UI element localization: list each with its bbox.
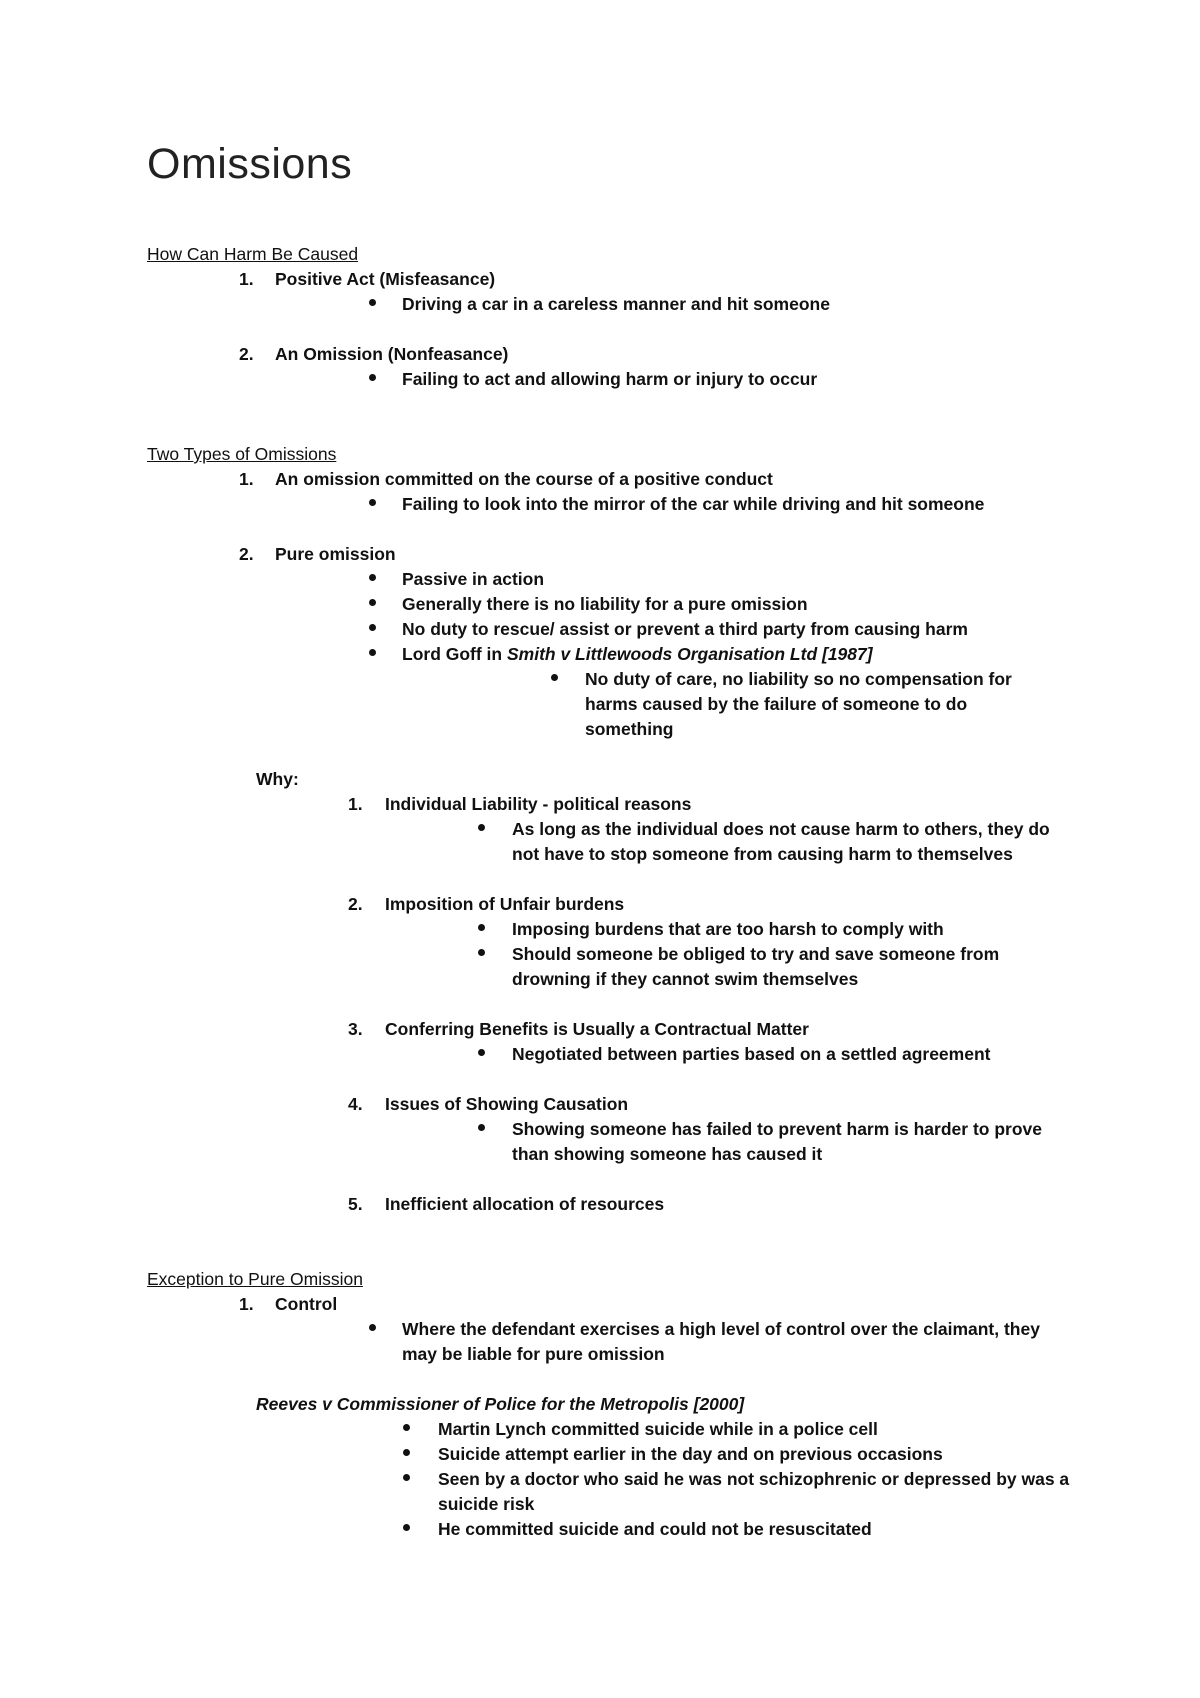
bullet-icon — [369, 599, 376, 606]
list-number: 3. — [348, 1019, 363, 1039]
bullet-text: Negotiated between parties based on a settled agreement — [512, 1044, 991, 1064]
bullet-icon — [369, 499, 376, 506]
list-number: 2. — [239, 344, 254, 364]
list-number: 4. — [348, 1094, 363, 1114]
list-item-label: Control — [275, 1294, 338, 1314]
bullet-icon — [369, 299, 376, 306]
list-item-label: Pure omission — [275, 544, 396, 564]
bullet-text: Failing to act and allowing harm or injury to occur — [402, 369, 818, 389]
list-item-label: Imposition of Unfair burdens — [385, 894, 625, 914]
list-number: 2. — [348, 894, 363, 914]
why-label: Why: — [256, 769, 299, 789]
list-item-label: Individual Liability - political reasons — [385, 794, 692, 814]
list-number: 1. — [239, 269, 254, 289]
bullet-text: Passive in action — [402, 569, 545, 589]
list-number: 1. — [239, 469, 254, 489]
bullet-icon — [478, 1049, 485, 1056]
bullet-text: Martin Lynch committed suicide while in a police cell — [438, 1419, 878, 1439]
bullet-icon — [369, 374, 376, 381]
page-title: Omissions — [147, 140, 353, 188]
section-heading-harm: How Can Harm Be Caused — [147, 244, 359, 264]
bullet-text: Driving a car in a careless manner and hit someone — [402, 294, 830, 314]
bullet-icon — [403, 1424, 410, 1431]
case-title: Reeves v Commissioner of Police for the Metropolis [2000] — [256, 1394, 745, 1414]
bullet-text: Failing to look into the mirror of the car while driving and hit someone — [402, 494, 985, 514]
bullet-text: No duty to rescue/ assist or prevent a third party from causing harm — [402, 619, 968, 639]
list-number: 1. — [239, 1294, 254, 1314]
list-number: 5. — [348, 1194, 363, 1214]
bullet-icon — [478, 1124, 485, 1131]
bullet-text: No duty of care, no liability so no compensation for — [585, 669, 1012, 689]
bullet-icon — [369, 574, 376, 581]
bullet-text-cont: drowning if they cannot swim themselves — [512, 969, 859, 989]
bullet-text-cont: may be liable for pure omission — [402, 1344, 665, 1364]
bullet-icon — [403, 1449, 410, 1456]
bullet-text-cont: harms caused by the failure of someone to do — [585, 694, 968, 714]
goff-prefix: Lord Goff in — [402, 644, 507, 664]
bullet-text-cont: not have to stop someone from causing harm to themselves — [512, 844, 1013, 864]
bullet-text-goff — [402, 642, 873, 666]
list-number: 1. — [348, 794, 363, 814]
list-number: 2. — [239, 544, 254, 564]
bullet-text: Showing someone has failed to prevent harm is harder to prove — [512, 1119, 1042, 1139]
bullet-icon — [369, 624, 376, 631]
list-item-label: An Omission (Nonfeasance) — [275, 344, 509, 364]
list-item-label: Conferring Benefits is Usually a Contractual Matter — [385, 1019, 809, 1039]
bullet-icon — [369, 649, 376, 656]
case-citation: Smith v Littlewoods Organisation Ltd [1987] — [506, 644, 873, 664]
bullet-text: Seen by a doctor who said he was not schizophrenic or depressed by was a — [438, 1469, 1070, 1489]
bullet-icon — [551, 674, 558, 681]
bullet-text: Where the defendant exercises a high level of control over the claimant, they — [402, 1319, 1040, 1339]
bullet-icon — [403, 1524, 410, 1531]
bullet-text: As long as the individual does not cause harm to others, they do — [512, 819, 1050, 839]
list-item-label: Issues of Showing Causation — [385, 1094, 629, 1114]
bullet-icon — [478, 924, 485, 931]
bullet-text-cont: suicide risk — [438, 1494, 535, 1514]
bullet-icon — [478, 949, 485, 956]
bullet-text: Generally there is no liability for a pure omission — [402, 594, 808, 614]
section-heading-types: Two Types of Omissions — [147, 444, 337, 464]
bullet-text: Imposing burdens that are too harsh to comply with — [512, 919, 944, 939]
bullet-text: Should someone be obliged to try and save someone from — [512, 944, 1000, 964]
list-item-label: Inefficient allocation of resources — [385, 1194, 665, 1214]
bullet-text-cont: than showing someone has caused it — [512, 1144, 823, 1164]
list-item-label: Positive Act (Misfeasance) — [275, 269, 496, 289]
bullet-icon — [403, 1474, 410, 1481]
list-item-label: An omission committed on the course of a positive conduct — [275, 469, 773, 489]
bullet-text: Suicide attempt earlier in the day and on previous occasions — [438, 1444, 943, 1464]
bullet-icon — [369, 1324, 376, 1331]
bullet-text-cont: something — [585, 719, 674, 739]
bullet-text: He committed suicide and could not be resuscitated — [438, 1519, 872, 1539]
section-heading-exception: Exception to Pure Omission — [147, 1269, 363, 1289]
bullet-icon — [478, 824, 485, 831]
